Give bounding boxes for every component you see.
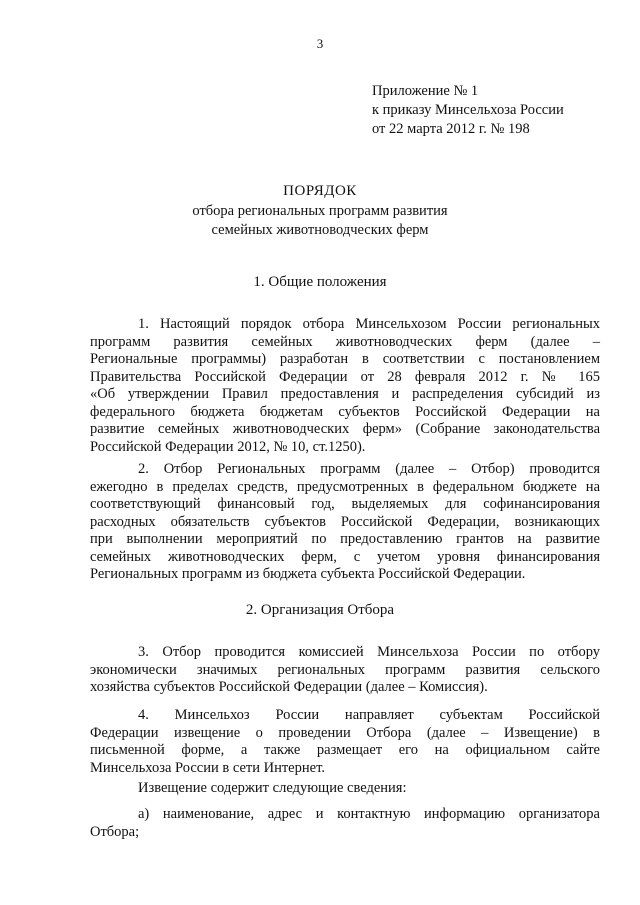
document-title: ПОРЯДОК: [283, 183, 357, 199]
paragraph-line: Региональных программ из бюджета субъекта Российской Федерации.: [90, 566, 526, 582]
paragraph-line: развитие семейных животноводческих ферм» (Собрание законодательства: [90, 421, 600, 437]
paragraph-line: программ развития семейных животноводческих ферм (далее –: [90, 333, 600, 350]
paragraph-line: Извещение содержит следующие сведения:: [138, 780, 407, 796]
paragraph-line: федерального бюджета бюджетам субъектов Российской Федерации на: [90, 403, 600, 420]
paragraph-line: Минсельхоза России в сети Интернет.: [90, 759, 325, 776]
paragraph-line: 2. Отбор Региональных программ (далее – Отбор) проводится: [138, 461, 600, 477]
paragraph-line: 3. Отбор проводится комиссией Минсельхоза России по отбору: [138, 644, 600, 660]
paragraph-3: [90, 644, 600, 697]
section-heading-1: 1. Общие положения: [253, 274, 387, 290]
paragraph-5: [90, 780, 600, 798]
paragraph-line: семейных животноводческих ферм, с учетом уровня финансирования: [90, 548, 600, 565]
paragraph-line: соответствующий финансовый год, выделяемых для софинансирования: [90, 496, 600, 512]
paragraph-line: Правительства Российской Федерации от 28 февраля 2012 г. № 165: [90, 368, 600, 385]
paragraph-line: ежегодно в пределах средств, предусмотренных в федеральном бюджете на: [90, 478, 600, 495]
paragraph-1: [90, 316, 600, 456]
section-heading-2: 2. Организация Отбора: [245, 602, 395, 618]
page-number: 3: [316, 36, 324, 51]
paragraph-line: 4. Минсельхоз России направляет субъектам Российской: [138, 707, 600, 723]
paragraph-2: [90, 461, 600, 584]
paragraph-6: [90, 806, 600, 841]
subtitle-line-2: семейных животноводческих ферм: [211, 222, 429, 238]
paragraph-line: Российской Федерации 2012, № 10, ст.1250).: [90, 438, 366, 455]
paragraph-line: хозяйства субъектов Российской Федерации (далее – Комиссия).: [90, 679, 488, 695]
document-subtitle: [0, 202, 640, 240]
paragraph-line: Отбора;: [90, 823, 140, 840]
paragraph-line: 1. Настоящий порядок отбора Минсельхозом России региональных: [138, 316, 600, 332]
paragraph-line: «Об утверждении Правил предоставления и распределения субсидий из: [90, 386, 600, 402]
paragraph-line: письменной форме, а также размещает его на официальном сайте: [90, 742, 600, 758]
appendix-line-2: к приказу Минсельхоза России: [372, 102, 564, 118]
appendix-header: [372, 82, 564, 139]
appendix-line-3: от 22 марта 2012 г. № 198: [372, 121, 530, 137]
appendix-line-1: Приложение № 1: [372, 83, 479, 99]
paragraph-line: при выполнении мероприятий по предоставлению грантов на развитие: [90, 531, 600, 547]
paragraph-line: а) наименование, адрес и контактную информацию организатора: [138, 806, 600, 822]
subtitle-line-1: отбора региональных программ развития: [192, 203, 448, 219]
paragraph-line: экономически значимых региональных программ развития сельского: [90, 661, 600, 678]
paragraph-line: расходных обязательств субъектов Российской Федерации, возникающих: [90, 513, 600, 530]
paragraph-line: Региональные программы) разработан в соответствии с постановлением: [90, 351, 600, 367]
paragraph-4: [90, 707, 600, 777]
paragraph-line: Федерации извещение о проведении Отбора (далее – Извещение) в: [90, 724, 600, 741]
